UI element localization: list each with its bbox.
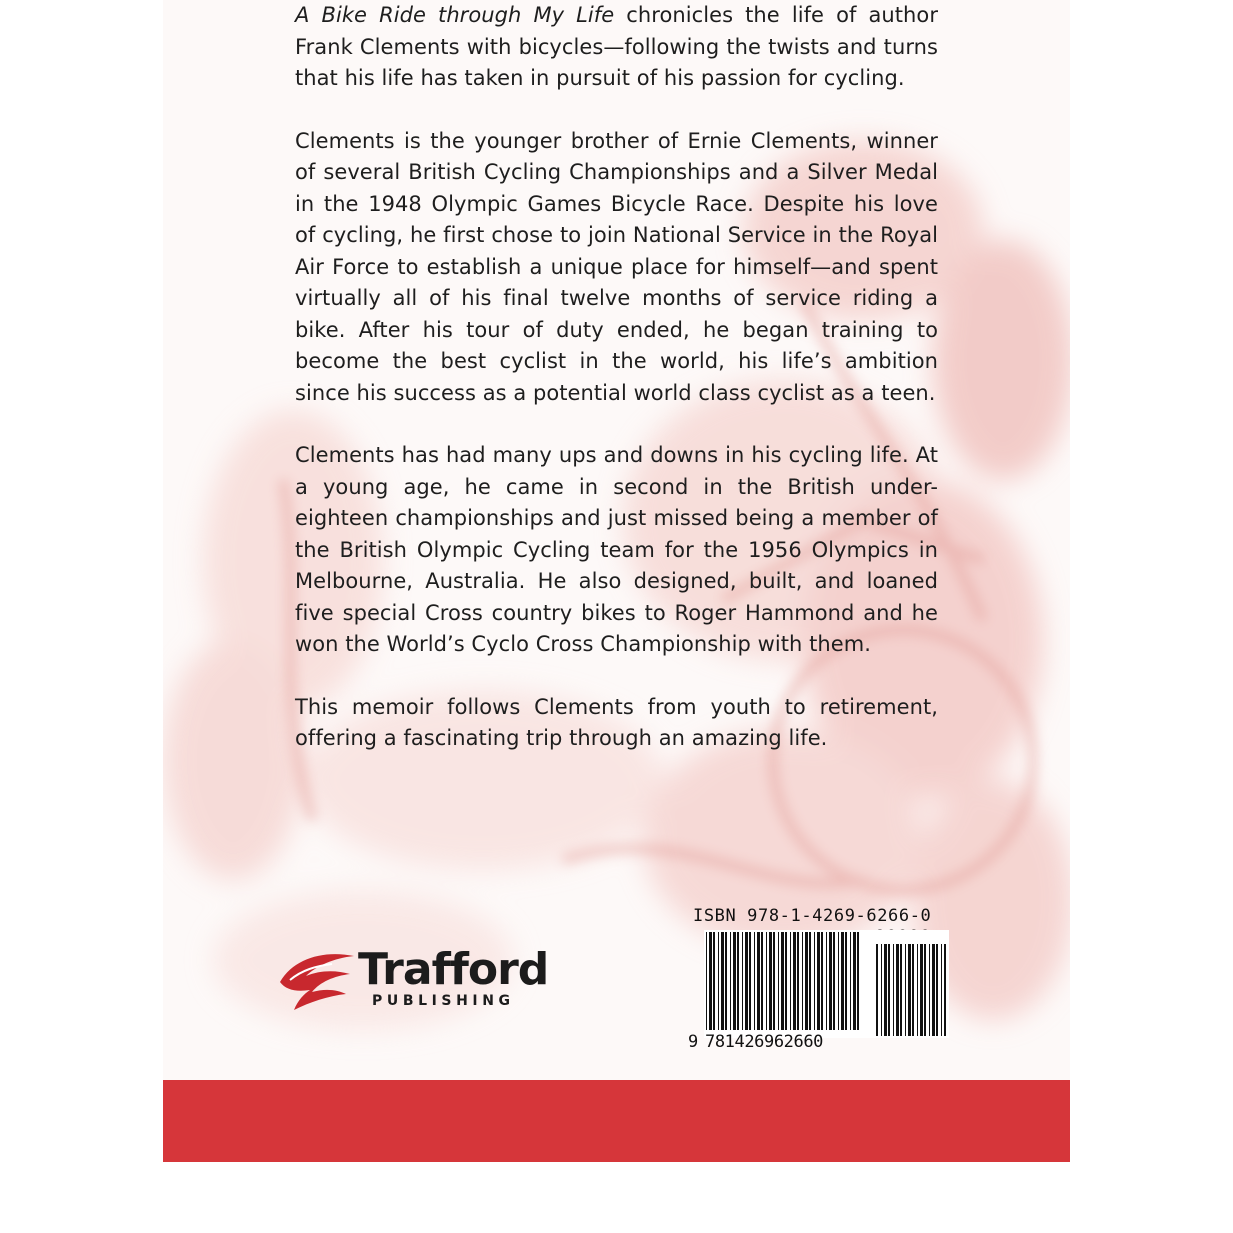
blurb-paragraph-3: Clements has had many ups and downs in his cycling life. At a young age, he came in second in the British under-eighteen championships and just missed being a member of the British Olympic Cycling team for the 1956 Olympics in Melbourne, Australia. He also designed, built, and loaned five special Cross country bikes to Roger Hammond and he won the World’s Cyclo Cross Championship with them. <box>295 443 938 656</box>
blurb-paragraph-1-rest: chronicles the life of author Frank Clements with bicycles—following the twists and turns that his life has taken in pursuit of his passion for cycling. <box>295 3 938 90</box>
blurb-paragraph-1 <box>295 0 938 95</box>
publisher-logo <box>276 944 586 1018</box>
bottom-red-band <box>163 1080 1070 1162</box>
back-cover <box>163 0 1070 1162</box>
isbn-barcode <box>704 930 949 1038</box>
barcode-first-digit: 9 <box>688 1032 698 1052</box>
trafford-swoosh-icon <box>276 948 360 1012</box>
publisher-subtitle: PUBLISHING <box>372 993 515 1009</box>
publisher-name: Trafford <box>358 944 549 995</box>
book-title: A Bike Ride through My Life <box>295 3 615 27</box>
blurb-text <box>295 0 938 786</box>
barcode-digits-rest: 781426962660 <box>705 1032 824 1052</box>
barcode-digits <box>688 1032 823 1052</box>
blurb-paragraph-4: This memoir follows Clements from youth to retirement, offering a fascinating trip through an amazing life. <box>295 694 938 750</box>
blurb-paragraph-2: Clements is the younger brother of Ernie Clements, winner of several British Cycling Championships and a Silver Medal in the 1948 Olympic Games Bicycle Race. Despite his love of cycling, he first chose to join National Service in the Royal Air Force to establish a unique place for himself—and spent virtually all of his final twelve months of service riding a bike. After his tour of duty ended, he began training to become the best cyclist in the world, his life’s ambition since his success as a potential world class cyclist as a teen. <box>295 128 938 405</box>
isbn-label: ISBN 978-1-4269-6266-0 <box>693 906 932 926</box>
